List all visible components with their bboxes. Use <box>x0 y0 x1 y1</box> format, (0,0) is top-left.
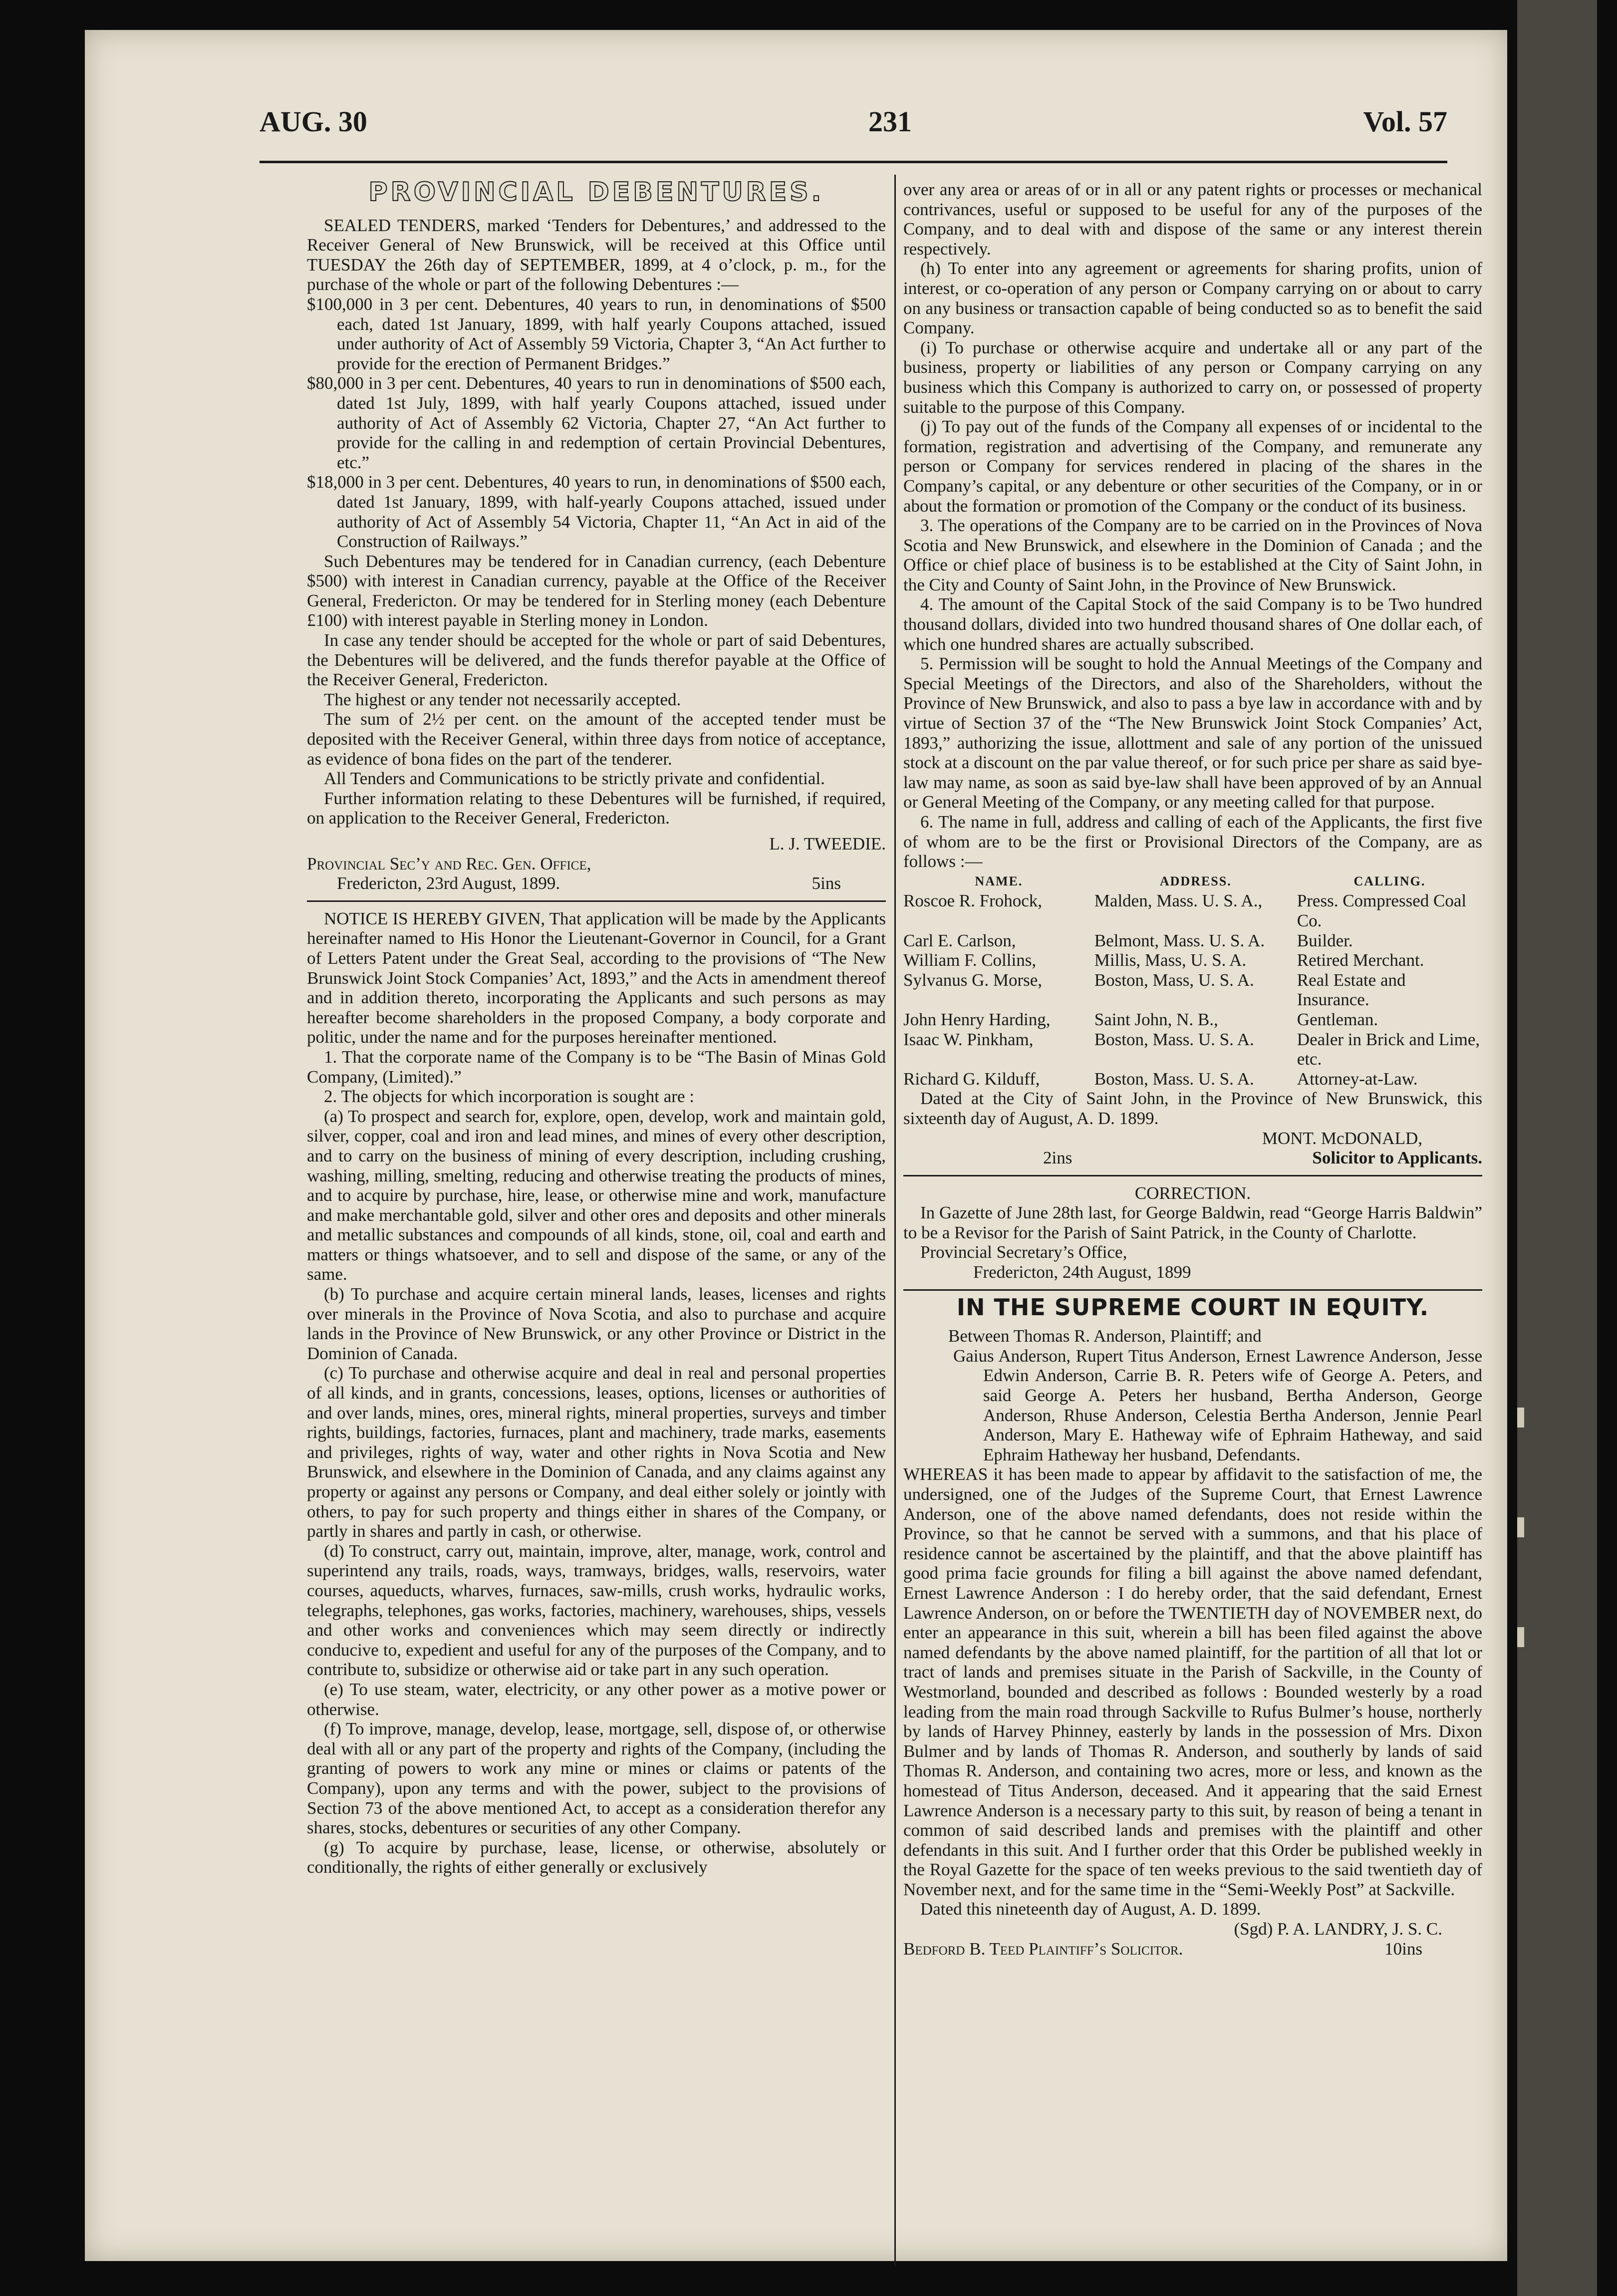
applicants-header-row <box>903 871 1482 891</box>
notice-object: (b) To purchase and acquire certain mineral lands, leases, licenses and rights over minerals in the Province of Nova Scotia, and also to purchase and acquire lands in the Province of New Brunswick, or any other Province or District in the Dominion of Canada. <box>307 1284 886 1363</box>
applicant-calling: Dealer in Brick and Lime, etc. <box>1297 1029 1480 1069</box>
applicant-address: Saint John, N. B., <box>1094 1009 1218 1029</box>
debentures-paragraph: The highest or any tender not necessarily accepted. <box>324 689 681 709</box>
applicant-calling: Retired Merchant. <box>1297 950 1424 970</box>
court-order: WHEREAS it has been made to appear by affidavit to the satisfaction of me, the undersigned, one of the Judges of the Supreme Court, that Ernest Lawrence Anderson, one of the above named defendants, does not reside within the Province, so that he cannot be served with a summons, and that his place of residence cannot be ascertained by the plaintiff, and that the above plaintiff has good prima facie grounds for filing a bill against the above named defendant, Ernest Lawrence Anderson : I do hereby order, that the said defendant, Ernest Lawrence Anderson, on or before the TWENTIETH day of NOVEMBER next, do enter an appearance in this suit, wherein a bill has been filed against the above named defendants by the above named plaintiff, for the partition of all that lot or tract of lands and premises situate in the Parish of Sackville, in the County of Westmorland, bounded and described as follows : Bounded westerly by a road leading from the main road through Sackville to Rufus Bulmer’s house, northerly by lands of Harvey Phinney, easterly by lands in the possession of Mrs. Dixon Bulmer and by lands of Thomas R. Anderson, and southerly by lands of said Thomas R. Anderson, and containing two acres, more or less, and known as the homestead of Titus Anderson, deceased. And it appearing that the said Ernest Lawrence Anderson is a necessary party to this suit, by reason of being a tenant in common of said described lands and premises with the plaintiff and other defendants in this suit. And I further order that this Order be published weekly in the Royal Gazette for the space of ten weeks previous to the said twentieth day of November next, and for the same time in the “Semi-Weekly Post” at Sackville. <box>903 1464 1482 1899</box>
header-rule <box>260 161 1447 163</box>
notice-object: (g) To acquire by purchase, lease, license, or otherwise, absolutely or conditionally, the rights of either generally or exclusively <box>307 1837 886 1877</box>
applicant-address: Boston, Mass. U. S. A. <box>1094 1029 1254 1049</box>
section-divider <box>903 1289 1482 1291</box>
applicant-calling: Gentleman. <box>1297 1009 1378 1029</box>
notice-signer-role: Solicitor to Applicants. <box>1312 1148 1482 1168</box>
table-row <box>903 891 1482 930</box>
notice-item-2: 2. The objects for which incorporation is sought are : <box>324 1087 694 1107</box>
applicant-calling: Builder. <box>1297 930 1353 950</box>
notice-object: (j) To pay out of the funds of the Company all expenses of or incidental to the formation, registration and advertising of the Company, and remunerate any person or Company for services rendered in placing of the shares in the Company’s capital, or any debenture or other securities of the Company, or in or about the formation or promotion of the Company or the conduct of its business. <box>903 417 1482 516</box>
table-row <box>903 1010 1482 1030</box>
correction-title: CORRECTION. <box>1134 1183 1251 1203</box>
volume-number: Vol. 57 <box>1363 105 1447 138</box>
notice-object: (f) To improve, manage, develop, lease, mortgage, sell, dispose of, or otherwise deal with all or any part of the property and rights of the Company, (including the granting of powers to work any mine or mines or claims or patents of the Company), upon any terms and with the power, subject to the provisions of Section 73 of the above mentioned Act, to accept as a consideration therefor any shares, stocks, debentures or securities of any other Company. <box>307 1719 886 1838</box>
section-divider <box>903 1175 1482 1176</box>
correction-place-date: Fredericton, 24th August, 1899 <box>973 1262 1191 1282</box>
notice-item-1: 1. That the corporate name of the Company is to be “The Basin of Minas Gold Company, (Limited).” <box>307 1047 886 1087</box>
court-dated: Dated this nineteenth day of August, A. D. 1899. <box>920 1899 1261 1919</box>
notice-numbered: 5. Permission will be sought to hold the Annual Meetings of the Company and Special Meetings of the Directors, and also of the Shareholders, without the Province of New Brunswick, and also to pass a bye law in accordance with and by virtue of Section 37 of the “The New Brunswick Joint Stock Companies’ Act, 1893,” authorizing the issue, allottment and sale of any portion of the unissued stock at a discount on the par value thereof, or for such price per share as said bye-law may name, as soon as said bye-law shall have been approved of by an Annual or General Meeting of the Company, or any meeting called for that purpose. <box>903 654 1482 812</box>
court-solicitor-line <box>903 1939 1482 1959</box>
running-head <box>260 85 1447 140</box>
table-row <box>903 950 1482 970</box>
notice-object: (i) To purchase or otherwise acquire and undertake all or any part of the business, property or liabilities of any person or Company carrying on any business which this Company is authorized to carry on, or possessed of property suitable to the purpose of this Company. <box>903 337 1482 417</box>
notice-numbered: 3. The operations of the Company are to be carried on in the Provinces of Nova Scotia and New Brunswick, and elsewhere in the Dominion of Canada ; and the Office or chief place of business is to be established at the City of Saint John, in the City and County of Saint John, in the Province of New Brunswick. <box>903 516 1482 594</box>
notice-insertions: 2ins <box>1043 1148 1073 1168</box>
court-plaintiff: Between Thomas R. Anderson, Plaintiff; and <box>948 1326 1262 1346</box>
column-rule <box>894 175 896 2266</box>
applicant-address: Malden, Mass. U. S. A., <box>1094 891 1263 911</box>
debentures-dateline <box>307 873 886 893</box>
debentures-insertions: 5ins <box>811 873 841 893</box>
notice-object: (a) To prospect and search for, explore, open, develop, work and maintain gold, silver, copper, coal and iron and lead mines, and mines of every other description, and to carry on the business of mining of every description, including crushing, washing, milling, smelting, reducing and otherwise treating the products of mines, and to acquire by purchase, hire, lease, or otherwise mine and work, manufacture and make merchantable gold, silver and other ores and deposits and other minerals and metallic substances and compounds of all kinds, stone, oil, coal and earth and matters or things whatsoever, and to sell and dispose of the same, or any of the same. <box>307 1106 886 1284</box>
debentures-intro: SEALED TENDERS, marked ‘Tenders for Debentures,’ and addressed to the Receiver General of New Brunswick, will be received at this Office until TUESDAY the 26th day of SEPTEMBER, 1899, at 4 o’clock, p. m., for the purchase of the whole or part of the following Debentures :— <box>307 215 886 294</box>
notice-signer-line <box>903 1148 1482 1168</box>
column-header: ADDRESS. <box>1159 873 1232 888</box>
debentures-paragraph: In case any tender should be accepted for the whole or part of said Debentures, the Debentures will be delivered, and the funds therefor payable at the Office of the Receiver General, Fredericton. <box>307 630 886 690</box>
edge-tab <box>1517 1627 1524 1647</box>
debentures-paragraph: Further information relating to these Debentures will be furnished, if required, on application to the Receiver General, Fredericton. <box>307 788 886 828</box>
debentures-place-date: Fredericton, 23rd August, 1899. <box>337 873 560 893</box>
edge-tab <box>1517 1517 1524 1537</box>
table-row <box>903 970 1482 1010</box>
table-row <box>903 1069 1482 1089</box>
edge-tab <box>1517 1408 1524 1428</box>
column-header: CALLING. <box>1353 873 1426 888</box>
left-column <box>307 177 886 1877</box>
notice-continued: over any area or areas of or in all or any patent rights or processes or mechanical contrivances, useful or supposed to be useful for any of the purposes of the Company, and to deal with and dispose of the same or any interest therein respectively. <box>903 180 1482 259</box>
applicant-name: John Henry Harding, <box>903 1009 1051 1029</box>
page-number: 231 <box>868 105 912 138</box>
applicants-table <box>903 871 1482 1089</box>
correction-text: In Gazette of June 28th last, for George Baldwin, read “George Harris Baldwin” to be a Revisor for the Parish of Saint Patrick, in the County of Charlotte. <box>903 1203 1482 1242</box>
applicant-address: Boston, Mass, U. S. A. <box>1094 970 1254 990</box>
court-insertions: 10ins <box>1384 1939 1422 1959</box>
notice-object: (h) To enter into any agreement or agreements for sharing profits, union of interest, or co-operation of any person or Company carrying on or about to carry on any business or transaction capable of being conducted so as to benefit the said Company. <box>903 259 1482 338</box>
applicant-address: Belmont, Mass. U. S. A. <box>1094 930 1265 950</box>
notice-object: (c) To purchase and otherwise acquire and deal in real and personal properties of all kinds, and in grants, concessions, leases, options, licenses or authorities of and over lands, mines, ores, mineral rights, mineral properties, surveys and timber rights, buildings, factories, furnaces, plant and machinery, trade marks, easements and privileges, rights of way, water and other rights in Nova Scotia and New Brunswick, and elsewhere in the Dominion of Canada, and any claims against any property or against any persons or Company, and deal either solely or jointly with others, to pay for such property and things either in shares of the Company, or partly in shares and partly in cash, or otherwise. <box>307 1363 886 1541</box>
section-divider <box>307 900 886 902</box>
applicant-name: Richard G. Kilduff, <box>903 1069 1040 1089</box>
applicant-calling: Real Estate and Insurance. <box>1297 970 1406 1010</box>
debentures-title: PROVINCIAL DEBENTURES. <box>368 177 824 207</box>
applicant-address: Millis, Mass, U. S. A. <box>1094 950 1247 970</box>
applicant-calling: Attorney-at-Law. <box>1297 1069 1418 1089</box>
debentures-paragraph: The sum of 2½ per cent. on the amount of the accepted tender must be deposited with the Receiver General, within three days from notice of acceptance, as evidence of bona fides on the part of the tenderer. <box>307 709 886 769</box>
applicant-name: Carl E. Carlson, <box>903 930 1016 950</box>
debentures-paragraph: Such Debentures may be tendered for in Canadian currency, (each Debenture $500) with interest in Canadian currency, payable at the Office of the Receiver General, Fredericton. Or may be tendered for in Sterling money (each Debenture £100) with interest payable in Sterling money in London. <box>307 551 886 630</box>
table-row <box>903 1030 1482 1069</box>
debentures-office: Provincial Sec’y and Rec. Gen. Office, <box>307 854 591 873</box>
applicant-name: Isaac W. Pinkham, <box>903 1029 1034 1049</box>
column-header: NAME. <box>975 873 1023 888</box>
applicant-name: Sylvanus G. Morse, <box>903 970 1043 990</box>
court-signed: (Sgd) P. A. LANDRY, J. S. C. <box>1234 1919 1442 1939</box>
court-solicitor: Bedford B. Teed Plaintiff’s Solicitor. <box>903 1939 1183 1959</box>
applicant-name: Roscoe R. Frohock, <box>903 891 1043 911</box>
applicant-address: Boston, Mass. U. S. A. <box>1094 1069 1254 1089</box>
court-defendants: Gaius Anderson, Rupert Titus Anderson, Ernest Lawrence Anderson, Jesse Edwin Anderson, Carrie B. R. Peters wife of George A. Peters, and said George A. Peters her husband, Bertha Anderson, George Anderson, Rhuse Anderson, Celestia Bertha Anderson, Jennie Pearl Anderson, Mary E. Hatheway wife of Ephraim Hatheway, and said Ephraim Hatheway her husband, Defendants. <box>953 1346 1482 1464</box>
correction-office: Provincial Secretary’s Office, <box>920 1242 1127 1262</box>
notice-numbered: 4. The amount of the Capital Stock of the said Company is to be Two hundred thousand dollars, divided into two hundred thousand shares of One dollar each, of which one hundred shares are actually subscribed. <box>903 594 1482 654</box>
notice-numbered: 6. The name in full, address and calling of each of the Applicants, the first five of whom are to be the first or Provisional Directors of the Company, are as follows :— <box>903 812 1482 871</box>
debenture-item: $80,000 in 3 per cent. Debentures, 40 years to run in denominations of $500 each, dated 1st July, 1899, with half yearly Coupons attached, issued under authority of Act of Assembly 62 Victoria, Chapter 27, “An Act further to provide for the calling in and redemption of certain Provincial Debentures, etc.” <box>307 373 886 472</box>
right-column <box>903 180 1482 1959</box>
notice-signer: MONT. McDONALD, <box>1262 1128 1422 1148</box>
notice-object: (d) To construct, carry out, maintain, improve, alter, manage, work, control and superintend any trails, roads, ways, tramways, bridges, walls, reservoirs, water courses, aqueducts, wharves, furnaces, saw-mills, crush works, hydraulic works, telegraphs, telephones, gas works, factories, machinery, warehouses, ships, vessels and other works and conveniences which may seem directly or indirectly conducive to, expedient and useful for any of the purposes of the Company, and to contribute to, subsidize or otherwise aid or take part in any such operation. <box>307 1541 886 1680</box>
notice-dated: Dated at the City of Saint John, in the Province of New Brunswick, this sixteenth day of August, A. D. 1899. <box>903 1089 1482 1128</box>
debentures-signature: L. J. TWEEDIE. <box>769 834 886 854</box>
debenture-item: $18,000 in 3 per cent. Debentures, 40 years to run, in denominations of $500 each, dated 1st January, 1899, with half-yearly Coupons attached, issued under authority of Act of Assembly 54 Victoria, Chapter 11, “An Act in aid of the Construction of Railways.” <box>307 472 886 552</box>
applicant-name: William F. Collins, <box>903 950 1037 970</box>
debentures-paragraph: All Tenders and Communications to be strictly private and confidential. <box>324 769 825 789</box>
notice-object: (e) To use steam, water, electricity, or any other power as a motive power or otherwise. <box>307 1679 886 1719</box>
page-edge-strip <box>1517 0 1597 2296</box>
debenture-item: $100,000 in 3 per cent. Debentures, 40 years to run, in denominations of $500 each, dated 1st January, 1899, with half yearly Coupons attached, issued under authority of Act of Assembly 59 Victoria, Chapter 3, “An Act further to provide for the erection of Permanent Bridges.” <box>307 294 886 373</box>
notice-intro: NOTICE IS HEREBY GIVEN, That application will be made by the Applicants hereinafter named to His Honor the Lieutenant-Governor in Council, for a Grant of Letters Patent under the Great Seal, according to the provisions of “The New Brunswick Joint Stock Companies’ Act, 1893,” and the Acts in amendment thereof and in addition thereto, incorporating the Applicants and such persons as may hereafter become shareholders in the proposed Company, a body corporate and politic, under the name and for the purposes hereinafter mentioned. <box>307 908 886 1047</box>
table-row <box>903 931 1482 951</box>
applicant-calling: Press. Compressed Coal Co. <box>1297 891 1467 930</box>
court-title: IN THE SUPREME COURT IN EQUITY. <box>956 1293 1429 1321</box>
issue-date: AUG. 30 <box>260 105 367 138</box>
